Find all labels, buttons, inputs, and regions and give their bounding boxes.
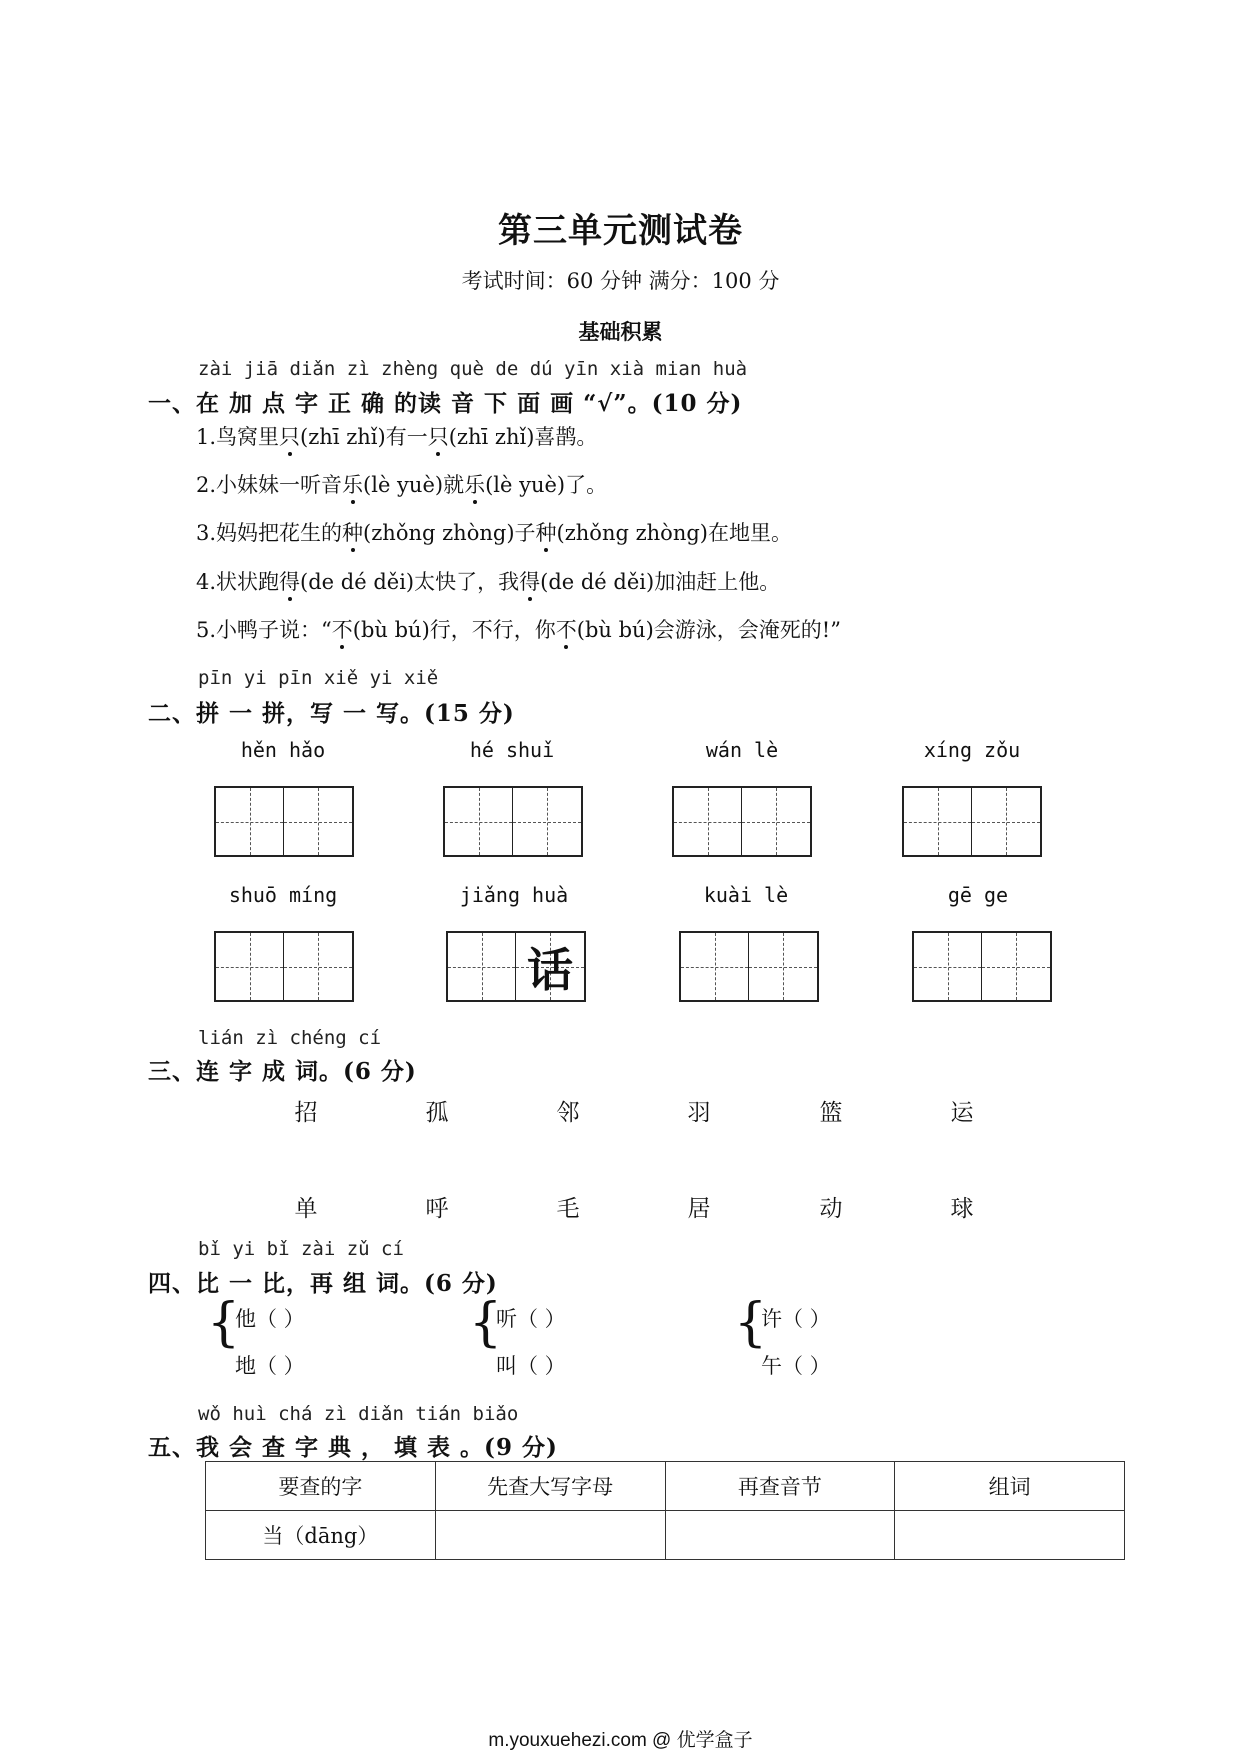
- writing-grid[interactable]: [679, 931, 819, 1002]
- dotted-char: 不: [331, 618, 353, 642]
- q5-pinyin: wǒ huì chá zì diǎn tián biǎo: [198, 1403, 519, 1425]
- connect-char[interactable]: 招: [294, 1100, 318, 1126]
- connect-char[interactable]: 羽: [687, 1100, 711, 1126]
- q4-pinyin: bǐ yi bǐ zài zǔ cí: [198, 1238, 404, 1260]
- compare-field[interactable]: 叫（ ）: [496, 1354, 566, 1378]
- section-title: 基础积累: [578, 319, 663, 344]
- q2-heading: 二、拼 一 拼，写 一 写。(15 分): [148, 700, 515, 727]
- q1-item-5: 5.小鸭子说：“不(bù bú)行，不行，你不(bù bú)会游泳，会淹死的!”: [196, 618, 841, 642]
- connect-char[interactable]: 单: [294, 1196, 318, 1222]
- q2-pinyin-label: hěn hǎo: [240, 738, 326, 762]
- connect-char[interactable]: 孤: [425, 1100, 449, 1126]
- dotted-char: 种: [535, 521, 557, 545]
- table-header-cell: 要查的字: [206, 1462, 436, 1511]
- brace-icon: {: [734, 1293, 768, 1353]
- writing-grid[interactable]: [446, 931, 586, 1002]
- table-header-cell: 组词: [895, 1462, 1125, 1511]
- q1-item-2: 2.小妹妹一听音乐(lè yuè)就乐(lè yuè)了。: [196, 473, 608, 497]
- writing-grid[interactable]: [214, 931, 354, 1002]
- brace-icon: {: [207, 1293, 241, 1353]
- q1-item-1: 1.鸟窝里只(zhī zhǐ)有一只(zhī zhǐ)喜鹊。: [196, 425, 598, 449]
- dotted-char: 只: [427, 425, 449, 449]
- q2-pinyin-label: shuō míng: [228, 883, 338, 907]
- dotted-char: 种: [342, 521, 364, 545]
- connect-char[interactable]: 运: [950, 1100, 974, 1126]
- compare-field[interactable]: 他（ ）: [235, 1307, 305, 1331]
- q1-pinyin: zài jiā diǎn zì zhèng què de dú yīn xià mian huà: [198, 358, 748, 380]
- answer-cell[interactable]: [665, 1511, 895, 1560]
- table-header-row: [206, 1462, 1125, 1511]
- dotted-char: 乐: [342, 473, 364, 497]
- connect-char[interactable]: 居: [687, 1196, 711, 1222]
- dotted-char: 不: [555, 618, 577, 642]
- dotted-char: 得: [519, 570, 541, 594]
- table-header-cell: 再查音节: [665, 1462, 895, 1511]
- q2-pinyin-label: hé shuǐ: [469, 738, 555, 762]
- q4-heading: 四、比 一 比，再 组 词。(6 分): [148, 1270, 498, 1297]
- q1-heading: 一、在 加 点 字 正 确 的读 音 下 面 画 “√”。(10 分): [148, 390, 743, 417]
- connect-char[interactable]: 篮: [819, 1100, 843, 1126]
- dictionary-table: [205, 1461, 1125, 1560]
- footer-watermark: m.youxuehezi.com @ 优学盒子: [488, 1730, 753, 1751]
- writing-grid[interactable]: [902, 786, 1042, 857]
- exam-info: 考试时间：60 分钟 满分：100 分: [461, 269, 780, 293]
- writing-grid[interactable]: [672, 786, 812, 857]
- table-header-cell: 先查大写字母: [435, 1462, 665, 1511]
- compare-field[interactable]: 听（ ）: [496, 1307, 566, 1331]
- compare-field[interactable]: 许（ ）: [761, 1307, 831, 1331]
- filled-char: 话: [527, 942, 573, 997]
- q2-pinyin-label: xíng zǒu: [923, 738, 1021, 762]
- table-cell: 当（dāng）: [206, 1511, 436, 1560]
- dotted-char: 得: [279, 570, 301, 594]
- answer-cell[interactable]: [895, 1511, 1125, 1560]
- q2-pinyin-label: gē ge: [947, 883, 1009, 907]
- brace-icon: {: [469, 1293, 503, 1353]
- page-title: 第三单元测试卷: [498, 211, 743, 251]
- q2-pinyin: pīn yi pīn xiě yi xiě: [198, 667, 439, 689]
- q3-pinyin: lián zì chéng cí: [198, 1027, 382, 1049]
- table-row: [206, 1511, 1125, 1560]
- answer-cell[interactable]: [435, 1511, 665, 1560]
- connect-char[interactable]: 呼: [425, 1196, 449, 1222]
- dotted-char: 乐: [464, 473, 486, 497]
- connect-char[interactable]: 球: [950, 1196, 974, 1222]
- connect-char[interactable]: 邻: [556, 1100, 580, 1126]
- writing-grid[interactable]: [214, 786, 354, 857]
- dotted-char: 只: [279, 425, 301, 449]
- q3-heading: 三、连 字 成 词。(6 分): [148, 1058, 417, 1085]
- writing-grid[interactable]: [912, 931, 1052, 1002]
- q2-pinyin-label: kuài lè: [703, 883, 789, 907]
- compare-field[interactable]: 午（ ）: [761, 1354, 831, 1378]
- q1-item-4: 4.状状跑得(de dé děi)太快了，我得(de dé děi)加油赶上他。: [196, 570, 781, 594]
- q2-pinyin-label: jiǎng huà: [459, 883, 569, 907]
- writing-grid[interactable]: [443, 786, 583, 857]
- q5-heading: 五、我 会 查 字 典 ， 填 表 。(9 分): [148, 1434, 558, 1461]
- q2-pinyin-label: wán lè: [705, 738, 779, 762]
- compare-field[interactable]: 地（ ）: [235, 1354, 305, 1378]
- q1-item-3: 3.妈妈把花生的种(zhǒng zhòng)子种(zhǒng zhòng)在地里。: [196, 521, 792, 545]
- connect-char[interactable]: 毛: [556, 1196, 580, 1222]
- connect-char[interactable]: 动: [819, 1196, 843, 1222]
